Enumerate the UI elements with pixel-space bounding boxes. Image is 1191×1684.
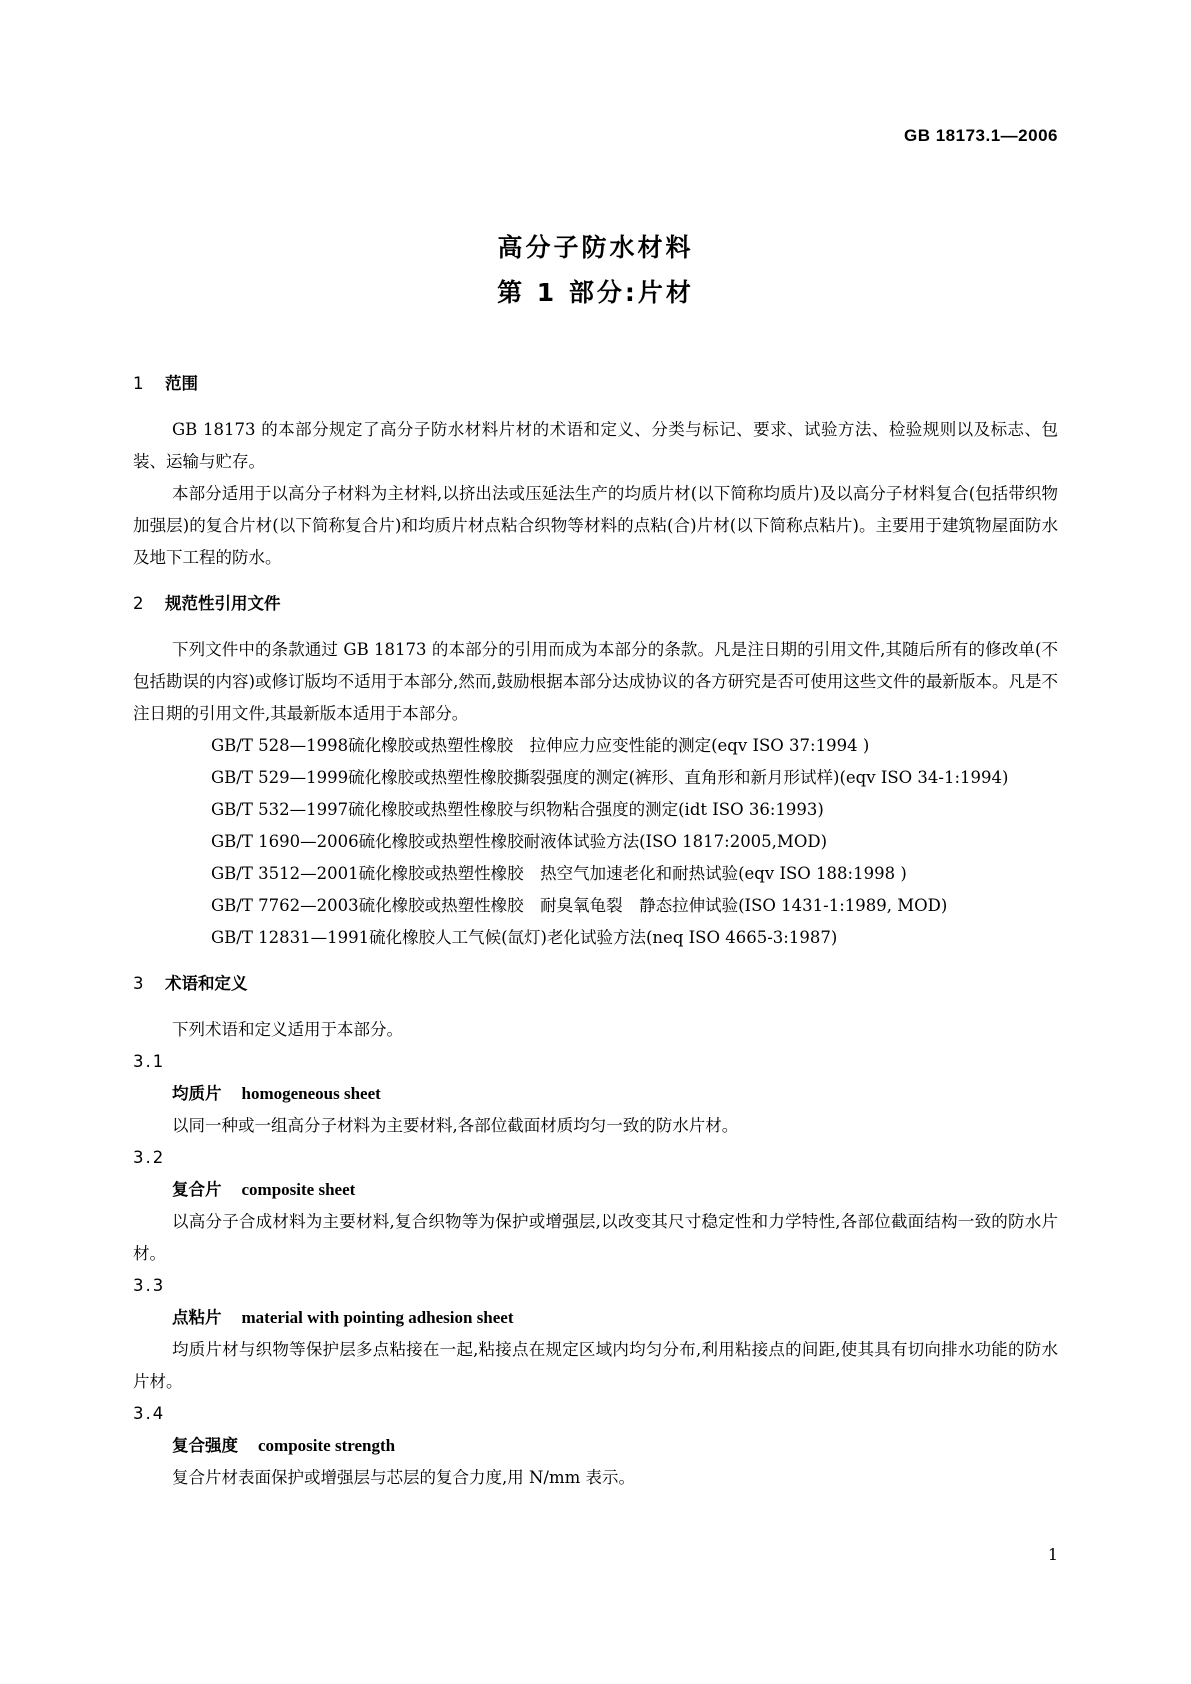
section-title: 范围	[165, 374, 198, 393]
paragraph: 下列文件中的条款通过 GB 18173 的本部分的引用而成为本部分的条款。凡是注日期的引用文件,其随后所有的修改单(不包括勘误的内容)或修订版均不适用于本部分,然而,鼓励根据本部分达成协议的各方研究是否可使用这些文件的最新版本。凡是不注日期的引用文件,其最新版本适用于本部分。	[133, 640, 1058, 723]
term-heading	[133, 1174, 1058, 1206]
reference-item	[133, 858, 1058, 890]
term-number: 3.2	[133, 1148, 166, 1167]
reference-code: GB/T 1690—2006	[211, 832, 359, 851]
section-heading-terms	[133, 968, 1058, 1000]
reference-title: 硫化橡胶或热塑性橡胶耐液体试验方法(ISO 1817:2005,MOD)	[358, 832, 828, 851]
term-heading	[133, 1430, 1058, 1462]
section-heading-normative-references	[133, 588, 1058, 620]
reference-item	[133, 762, 1058, 794]
term-heading	[133, 1302, 1058, 1334]
reference-code: GB/T 532—1997	[211, 800, 349, 819]
page-number: 1	[1047, 1545, 1058, 1564]
document-subtitle: 第 1 部分:片材	[497, 278, 694, 307]
reference-code: GB/T 529—1999	[211, 768, 349, 787]
term-en: composite strength	[258, 1436, 396, 1455]
term-zh: 点粘片	[172, 1308, 222, 1327]
paragraph: 下列术语和定义适用于本部分。	[172, 1020, 403, 1039]
term-zh: 均质片	[172, 1084, 222, 1103]
term-heading	[133, 1078, 1058, 1110]
term-zh: 复合强度	[172, 1436, 238, 1455]
standard-code: GB 18173.1—2006	[904, 126, 1058, 145]
section-number: 3	[133, 974, 144, 993]
paragraph: GB 18173 的本部分规定了高分子防水材料片材的术语和定义、分类与标记、要求、试验方法、检验规则以及标志、包装、运输与贮存。	[133, 420, 1058, 471]
reference-item	[133, 730, 1058, 762]
term-en: material with pointing adhesion sheet	[241, 1308, 514, 1327]
term-number: 3.4	[133, 1404, 166, 1423]
reference-code: GB/T 3512—2001	[211, 864, 359, 883]
section-number: 1	[133, 374, 144, 393]
reference-title: 硫化橡胶或热塑性橡胶 耐臭氧龟裂 静态拉伸试验(ISO 1431-1:1989, MOD)	[358, 896, 948, 915]
reference-title: 硫化橡胶或热塑性橡胶 拉伸应力应变性能的测定(eqv ISO 37:1994 )	[348, 736, 870, 755]
document-body	[133, 368, 1058, 1494]
term-number: 3.1	[133, 1052, 166, 1071]
term-definition: 以高分子合成材料为主要材料,复合织物等为保护或增强层,以改变其尺寸稳定性和力学特性,各部位截面结构一致的防水片材。	[133, 1212, 1058, 1263]
reference-code: GB/T 7762—2003	[211, 896, 359, 915]
section-title: 规范性引用文件	[165, 594, 281, 613]
reference-code: GB/T 12831—1991	[211, 928, 370, 947]
reference-item	[133, 826, 1058, 858]
document-title: 高分子防水材料	[497, 233, 694, 262]
section-heading-scope	[133, 368, 1058, 400]
reference-item	[133, 922, 1058, 954]
reference-code: GB/T 528—1998	[211, 736, 349, 755]
reference-item	[133, 794, 1058, 826]
term-zh: 复合片	[172, 1180, 222, 1199]
term-definition: 以同一种或一组高分子材料为主要材料,各部位截面材质均匀一致的防水片材。	[172, 1116, 739, 1135]
reference-title: 硫化橡胶人工气候(氙灯)老化试验方法(neq ISO 4665-3:1987)	[369, 928, 838, 947]
section-title: 术语和定义	[165, 974, 248, 993]
reference-title: 硫化橡胶或热塑性橡胶与织物粘合强度的测定(idt ISO 36:1993)	[348, 800, 824, 819]
reference-item	[133, 890, 1058, 922]
paragraph: 本部分适用于以高分子材料为主材料,以挤出法或压延法生产的均质片材(以下简称均质片)及以高分子材料复合(包括带织物加强层)的复合片材(以下简称复合片)和均质片材点粘合织物等材料的点粘(合)片材(以下简称点粘片)。主要用于建筑物屋面防水及地下工程的防水。	[133, 484, 1058, 567]
section-number: 2	[133, 594, 144, 613]
term-en: homogeneous sheet	[241, 1084, 381, 1103]
term-number: 3.3	[133, 1276, 166, 1295]
reference-title: 硫化橡胶或热塑性橡胶 热空气加速老化和耐热试验(eqv ISO 188:1998 )	[358, 864, 907, 883]
term-en: composite sheet	[241, 1180, 356, 1199]
reference-title: 硫化橡胶或热塑性橡胶撕裂强度的测定(裤形、直角形和新月形试样)(eqv ISO 34-1:1994)	[348, 768, 1009, 787]
term-definition: 复合片材表面保护或增强层与芯层的复合力度,用 N/mm 表示。	[172, 1468, 636, 1487]
term-definition: 均质片材与织物等保护层多点粘接在一起,粘接点在规定区域内均匀分布,利用粘接点的间距,使其具有切向排水功能的防水片材。	[133, 1340, 1058, 1391]
